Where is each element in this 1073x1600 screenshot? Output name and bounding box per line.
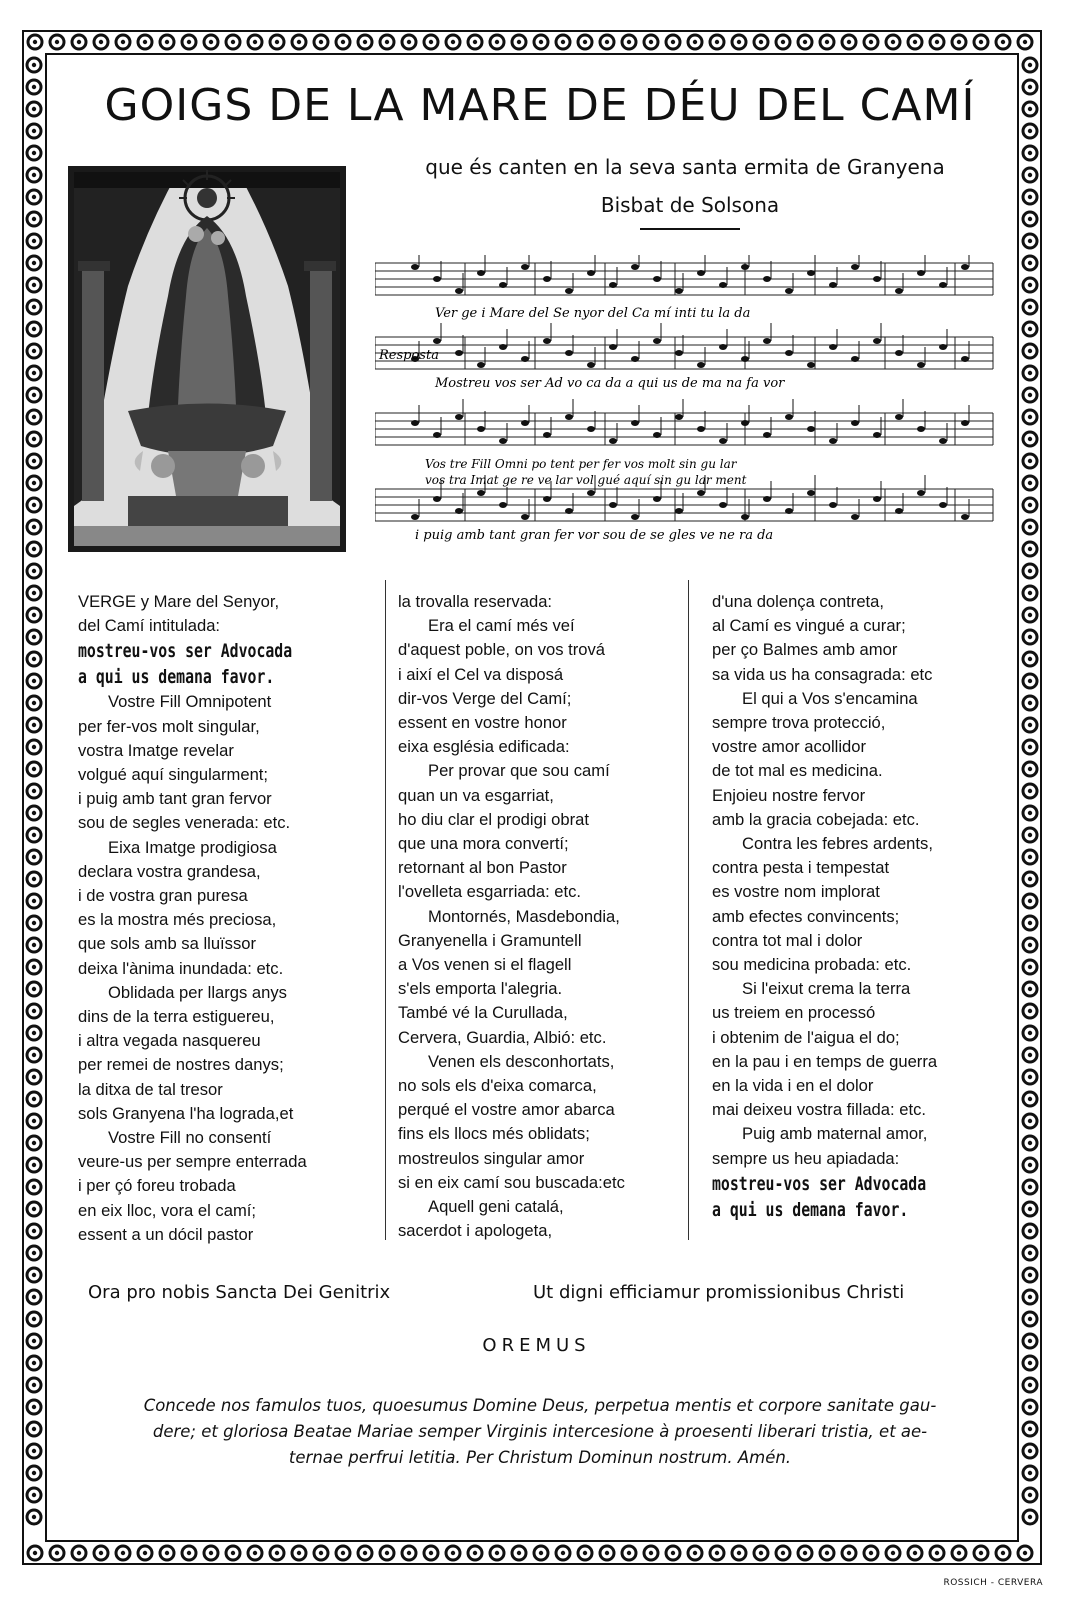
verse-line: contra pesta i tempestat: [712, 858, 890, 878]
verse-line: Vostre Fill no consentí: [108, 1128, 272, 1148]
verse-line: que sols amb sa lluïssor: [78, 934, 257, 954]
verse-line: fins els llocs més oblidats;: [398, 1124, 590, 1144]
note-head: [939, 438, 947, 444]
note-head: [477, 490, 485, 496]
note-head: [763, 432, 771, 438]
note-head: [411, 514, 419, 520]
note-head: [653, 496, 661, 502]
lyrics-line: i puig amb tant gran fer vor sou de se gles ve ne ra da: [415, 528, 774, 543]
prayer-line: ternae perfrui letitia. Per Christum Dominun nostrum. Amén.: [288, 1448, 792, 1467]
verse-line: Cervera, Guardia, Albió: etc.: [398, 1027, 607, 1047]
verse-line: essent en vostre honor: [398, 713, 567, 733]
note-head: [543, 338, 551, 344]
note-head: [917, 362, 925, 368]
verse-line: sacerdot i apologeta,: [398, 1221, 553, 1241]
verse-column-1: [78, 590, 378, 1247]
note-head: [741, 356, 749, 362]
verse-line: veure-us per sempre enterrada: [78, 1152, 307, 1172]
madonna-engraving: [68, 166, 346, 552]
verse-line: i de vostra gran puresa: [78, 886, 248, 906]
verse-line: Vostre Fill Omnipotent: [108, 692, 272, 712]
note-head: [697, 362, 705, 368]
note-head: [895, 508, 903, 514]
verse-column-3: [712, 590, 1012, 1223]
verse-line: i per çó foreu trobada: [78, 1176, 236, 1196]
diocese: Bisbat de Solsona: [600, 193, 780, 217]
verse-line: VERGE y Mare del Senyor,: [78, 592, 280, 611]
note-head: [521, 264, 529, 270]
note-head: [807, 270, 815, 276]
note-head: [895, 350, 903, 356]
note-head: [895, 414, 903, 420]
note-head: [653, 432, 661, 438]
verse-line: s'els emporta l'alegria.: [398, 979, 563, 999]
note-head: [719, 502, 727, 508]
note-head: [455, 414, 463, 420]
note-head: [741, 264, 749, 270]
note-head: [697, 426, 705, 432]
verse-line: l'ovelleta esgarriada: etc.: [398, 882, 582, 902]
note-head: [873, 276, 881, 282]
note-head: [587, 270, 595, 276]
note-head: [543, 276, 551, 282]
subtitle: que és canten en la seva santa ermita de Granyena: [425, 155, 945, 179]
verse-line: Si l'eixut crema la terra: [742, 979, 911, 999]
verse-line: si en eix camí sou buscada:etc: [398, 1172, 625, 1192]
note-head: [807, 362, 815, 368]
note-head: [499, 344, 507, 350]
verse-line: i així el Cel va disposá: [398, 664, 564, 684]
verse-line: no sols els d'eixa comarca,: [398, 1076, 597, 1096]
note-head: [961, 420, 969, 426]
verse-line: en la vida i en el dolor: [712, 1076, 874, 1096]
verse-line: i altra vegada nasquereu: [78, 1031, 261, 1051]
note-head: [939, 502, 947, 508]
response: Ut digni efficiamur promissionibus Christi: [533, 1282, 905, 1303]
prayer-line: Concede nos famulos tuos, quoesumus Domine Deus, perpetua mentis et corpore sanitate gau-: [143, 1396, 937, 1415]
note-head: [939, 282, 947, 288]
note-head: [609, 502, 617, 508]
note-head: [851, 264, 859, 270]
verse-line: al Camí es vingué a curar;: [712, 616, 906, 636]
musical-score: [375, 255, 1015, 560]
prayer-line: dere; et gloriosa Beatae Mariae semper Virginis intercesione à proesenti liberari tristia, et ae-: [152, 1422, 928, 1441]
verse-line: declara vostra grandesa,: [78, 861, 261, 881]
verse-line: contra tot mal i dolor: [712, 930, 863, 950]
verse-line: sols Granyena l'ha lograda,et: [78, 1103, 294, 1123]
note-head: [587, 490, 595, 496]
note-head: [499, 502, 507, 508]
note-head: [829, 344, 837, 350]
verse-line: mostreu-vos ser Advocada: [712, 1172, 927, 1195]
note-head: [961, 264, 969, 270]
verse-line: Venen els desconhortats,: [428, 1051, 615, 1071]
verse-line: També vé la Curullada,: [398, 1003, 568, 1023]
note-head: [521, 420, 529, 426]
verse-line: Aquell geni catalá,: [428, 1197, 564, 1217]
note-head: [631, 514, 639, 520]
verse-line: i puig amb tant gran fervor: [78, 789, 272, 809]
column-divider: [385, 580, 386, 1240]
note-head: [477, 426, 485, 432]
note-head: [411, 420, 419, 426]
note-head: [455, 350, 463, 356]
verse-line: us treiem en processó: [712, 1003, 876, 1023]
lyrics-line: Mostreu vos ser Ad vo ca da a qui us de ma na fa vor: [435, 376, 785, 391]
verse-line: en la pau i en temps de guerra: [712, 1051, 938, 1071]
note-head: [609, 282, 617, 288]
note-head: [499, 282, 507, 288]
note-head: [433, 338, 441, 344]
note-head: [675, 508, 683, 514]
verse-line: mostreu-vos ser Advocada: [78, 640, 293, 663]
note-head: [785, 508, 793, 514]
note-head: [433, 276, 441, 282]
verse-line: eixa església edificada:: [398, 737, 570, 757]
note-head: [851, 420, 859, 426]
verse-line: sou medicina probada: etc.: [712, 955, 912, 975]
verse-line: Contra les febres ardents,: [742, 834, 933, 854]
note-head: [521, 514, 529, 520]
verse-line: El qui a Vos s'encamina: [742, 688, 918, 708]
printer-mark: ROSSICH - CERVERA: [943, 1578, 1043, 1588]
title-rule: [640, 228, 740, 230]
verse-line: d'aquest poble, on vos trová: [398, 640, 606, 660]
verse-line: de tot mal es medicina.: [712, 761, 883, 781]
note-head: [697, 270, 705, 276]
note-head: [829, 438, 837, 444]
note-head: [829, 282, 837, 288]
note-head: [587, 362, 595, 368]
verse-line: perqué el vostre amor abarca: [398, 1100, 615, 1120]
note-head: [411, 264, 419, 270]
verse-line: es vostre nom implorat: [712, 882, 880, 902]
verse-line: per remei de nostres danys;: [78, 1055, 284, 1075]
note-head: [565, 508, 573, 514]
note-head: [917, 426, 925, 432]
verse-line: ho diu clar el prodigi obrat: [398, 809, 589, 829]
note-head: [763, 338, 771, 344]
verse-line: d'una dolença contreta,: [712, 592, 884, 611]
note-head: [851, 356, 859, 362]
oremus-heading: OREMUS: [482, 1335, 591, 1356]
note-head: [873, 432, 881, 438]
note-head: [631, 356, 639, 362]
note-head: [873, 338, 881, 344]
page-title: GOIGS DE LA MARE DE DÉU DEL CAMÍ: [104, 80, 976, 131]
note-head: [829, 502, 837, 508]
verse-line: sa vida us ha consagrada: etc: [712, 664, 933, 684]
verse-line: Enjoieu nostre fervor: [712, 785, 866, 805]
closing-prayer: [80, 1393, 1000, 1471]
note-head: [609, 344, 617, 350]
verse-line: a qui us demana favor.: [78, 666, 275, 689]
verse-line: amb efectes convincents;: [712, 906, 900, 926]
note-head: [675, 350, 683, 356]
column-divider: [688, 580, 689, 1240]
verse-line: Granyenella i Gramuntell: [398, 930, 582, 950]
verse-line: sempre us heu apiadada:: [712, 1148, 900, 1168]
note-head: [653, 338, 661, 344]
note-head: [961, 514, 969, 520]
note-head: [719, 438, 727, 444]
note-head: [499, 438, 507, 444]
verse-line: essent a un dócil pastor: [78, 1224, 254, 1244]
verse-line: Per provar que sou camí: [428, 761, 610, 781]
note-head: [543, 496, 551, 502]
note-head: [631, 264, 639, 270]
note-head: [763, 276, 771, 282]
verse-line: vostre amor acollidor: [712, 737, 867, 757]
verse-line: mostreulos singular amor: [398, 1148, 585, 1168]
verse-line: Montornés, Masdebondia,: [428, 906, 620, 926]
verse-line: i obtenim de l'aigua el do;: [712, 1027, 900, 1047]
verse-line: Era el camí més veí: [428, 616, 575, 636]
verse-line: sou de segles venerada: etc.: [78, 813, 291, 833]
verse-line: del Camí intitulada:: [78, 616, 221, 636]
note-head: [565, 414, 573, 420]
verse-column-2: [398, 590, 688, 1243]
note-head: [675, 414, 683, 420]
note-head: [741, 514, 749, 520]
note-head: [631, 420, 639, 426]
note-head: [807, 426, 815, 432]
lyrics-line: vos tra Imat ge re ve lar vol gué aquí sin gu lar ment: [425, 473, 747, 487]
note-head: [477, 362, 485, 368]
note-head: [521, 356, 529, 362]
note-head: [807, 490, 815, 496]
note-head: [587, 426, 595, 432]
verse-line: dir-vos Verge del Camí;: [398, 688, 572, 708]
note-head: [785, 350, 793, 356]
note-head: [719, 344, 727, 350]
verse-line: a Vos venen si el flagell: [398, 955, 572, 975]
verse-line: vostra Imatge revelar: [78, 740, 234, 760]
lyrics-line: Ver ge i Mare del Se nyor del Ca mí inti tu la da: [435, 306, 751, 321]
verse-line: retornant al bon Pastor: [398, 858, 567, 878]
verse-line: per fer-vos molt singular,: [78, 716, 260, 736]
verse-line: Eixa Imatge prodigiosa: [108, 837, 277, 857]
note-head: [719, 282, 727, 288]
note-head: [785, 288, 793, 294]
note-head: [873, 496, 881, 502]
note-head: [917, 490, 925, 496]
note-head: [609, 438, 617, 444]
response-label: Resposta: [379, 348, 439, 363]
verse-line: quan un va esgarriat,: [398, 785, 554, 805]
note-head: [961, 356, 969, 362]
note-head: [543, 432, 551, 438]
note-head: [697, 490, 705, 496]
verse-line: la trovalla reservada:: [398, 592, 553, 611]
verse-line: Oblidada per llargs anys: [108, 982, 287, 1002]
verse-line: en eix lloc, vora el camí;: [78, 1200, 256, 1220]
note-head: [433, 432, 441, 438]
note-head: [455, 508, 463, 514]
note-head: [433, 496, 441, 502]
note-head: [455, 288, 463, 294]
verse-line: amb la gracia cobejada: etc.: [712, 809, 920, 829]
note-head: [785, 414, 793, 420]
note-head: [939, 344, 947, 350]
verse-line: a qui us demana favor.: [712, 1198, 909, 1221]
verse-line: es la mostra més preciosa,: [78, 910, 277, 930]
note-head: [565, 288, 573, 294]
verse-line: volgué aquí singularment;: [78, 765, 269, 785]
verse-line: la ditxa de tal tresor: [78, 1079, 223, 1099]
note-head: [565, 350, 573, 356]
lyrics-line: Vos tre Fill Omni po tent per fer vos molt sin gu lar: [425, 457, 737, 471]
verse-line: per ço Balmes amb amor: [712, 640, 898, 660]
verse-line: que una mora convertí;: [398, 834, 569, 854]
verse-line: mai deixeu vostra fillada: etc.: [712, 1100, 926, 1120]
verse-line: dins de la terra estiguereu,: [78, 1007, 275, 1027]
verse-line: deixa l'ànima inundada: etc.: [78, 958, 284, 978]
note-head: [763, 496, 771, 502]
note-head: [675, 288, 683, 294]
note-head: [477, 270, 485, 276]
note-head: [741, 420, 749, 426]
verse-line: sempre trova protecció,: [712, 713, 886, 733]
note-head: [653, 276, 661, 282]
versicle: Ora pro nobis Sancta Dei Genitrix: [88, 1282, 391, 1303]
note-head: [851, 514, 859, 520]
note-head: [895, 288, 903, 294]
verse-line: Puig amb maternal amor,: [742, 1124, 928, 1144]
note-head: [917, 270, 925, 276]
